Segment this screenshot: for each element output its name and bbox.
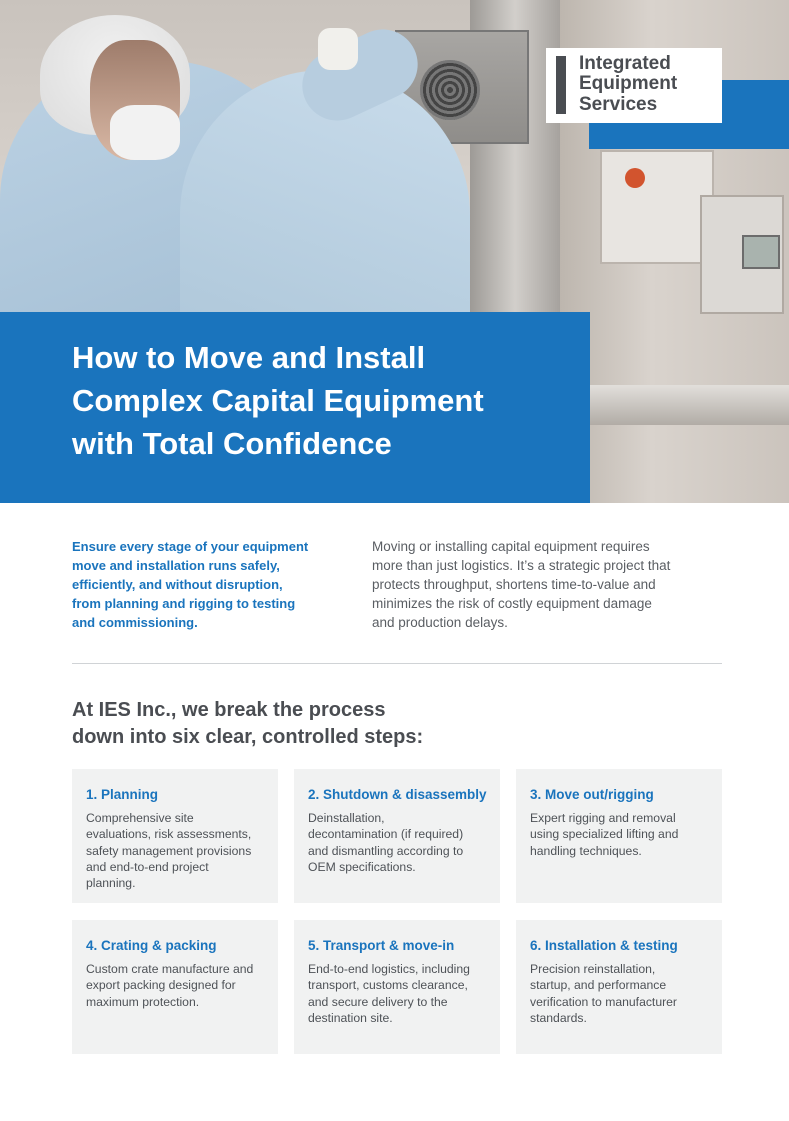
step-card-line: Deinstallation, <box>308 811 385 825</box>
step-card-line: Expert rigging and removal <box>530 811 676 825</box>
page-title-line: How to Move and Install <box>72 340 426 375</box>
logo-line-3: Services <box>579 94 658 115</box>
panel-display <box>742 235 780 269</box>
intro-body-line: Moving or installing capital equipment requires <box>372 539 650 554</box>
step-card-line: startup, and performance <box>530 978 667 993</box>
company-logo <box>546 48 722 123</box>
step-card-line: maximum protection. <box>86 994 200 1009</box>
steps-heading-line: At IES Inc., we break the process <box>72 699 386 721</box>
step-card-line: and secure delivery to the <box>308 994 448 1009</box>
step-card-line: handling techniques. <box>530 843 642 858</box>
step-card-line: transport, customs clearance, <box>308 978 468 993</box>
intro-highlight-line: Ensure every stage of your equipment <box>72 539 309 554</box>
step-card-line: verification to manufacturer <box>530 994 677 1009</box>
step-card-line: evaluations, risk assessments, <box>86 827 252 842</box>
step-card-title: 2. Shutdown & disassembly <box>308 787 487 802</box>
step-card-move-out <box>516 769 722 903</box>
step-card-line: and end-to-end project <box>86 859 209 874</box>
intro-highlight <box>72 537 342 632</box>
intro-body-line: and production delays. <box>372 615 508 630</box>
step-card-text <box>308 810 486 875</box>
technician-glove <box>318 28 358 70</box>
step-card-line: End-to-end logistics, including <box>308 962 470 976</box>
step-card-text <box>86 810 264 891</box>
step-card-line: Comprehensive site <box>86 811 194 825</box>
step-card-text <box>308 961 486 1026</box>
page-title <box>72 336 572 465</box>
intro-body <box>372 537 717 632</box>
step-card-title: 6. Installation & testing <box>530 938 678 953</box>
step-card-crating <box>72 920 278 1054</box>
step-card-planning <box>72 769 278 903</box>
fan-grille <box>420 60 480 120</box>
step-card-line: and dismantling according to <box>308 843 464 858</box>
logo-line-1: Integrated <box>579 53 671 74</box>
page-title-line: Complex Capital Equipment <box>72 383 484 418</box>
section-divider <box>72 663 722 664</box>
step-card-line: export packing designed for <box>86 978 236 993</box>
step-card-installation <box>516 920 722 1054</box>
equipment-rail <box>590 385 789 425</box>
step-card-line: Custom crate manufacture and <box>86 962 254 976</box>
emergency-knob <box>625 168 645 188</box>
logo-line-2: Equipment <box>579 73 678 94</box>
step-card-title: 3. Move out/rigging <box>530 787 654 802</box>
step-card-line: Precision reinstallation, <box>530 962 656 976</box>
step-card-line: decontamination (if required) <box>308 827 464 842</box>
step-card-line: safety management provisions <box>86 843 252 858</box>
step-card-line: standards. <box>530 1010 587 1025</box>
step-card-line: OEM specifications. <box>308 859 416 874</box>
step-card-transport <box>294 920 500 1054</box>
steps-heading-line: down into six clear, controlled steps: <box>72 726 424 748</box>
step-card-text <box>86 961 264 1010</box>
intro-highlight-line: and commissioning. <box>72 615 198 630</box>
intro-highlight-line: move and installation runs safely, <box>72 558 280 573</box>
step-card-title: 4. Crating & packing <box>86 938 217 953</box>
step-card-text <box>530 961 708 1026</box>
intro-highlight-line: from planning and rigging to testing <box>72 596 296 611</box>
steps-heading <box>72 697 423 751</box>
step-card-line: planning. <box>86 876 136 891</box>
step-card-title: 1. Planning <box>86 787 159 802</box>
intro-body-line: minimizes the risk of costly equipment damage <box>372 596 652 611</box>
logo-mark <box>556 56 566 114</box>
technician-mask <box>110 105 180 160</box>
step-card-shutdown <box>294 769 500 903</box>
intro-body-line: protects throughput, shortens time-to-value and <box>372 577 656 592</box>
step-card-text <box>530 810 708 859</box>
intro-highlight-line: efficiently, and without disruption, <box>72 577 283 592</box>
intro-body-line: more than just logistics. It’s a strategic project that <box>372 558 671 573</box>
control-panel <box>600 150 714 264</box>
step-card-line: destination site. <box>308 1010 393 1025</box>
step-card-title: 5. Transport & move-in <box>308 938 455 953</box>
step-card-line: using specialized lifting and <box>530 827 679 842</box>
page-title-line: with Total Confidence <box>72 426 392 461</box>
